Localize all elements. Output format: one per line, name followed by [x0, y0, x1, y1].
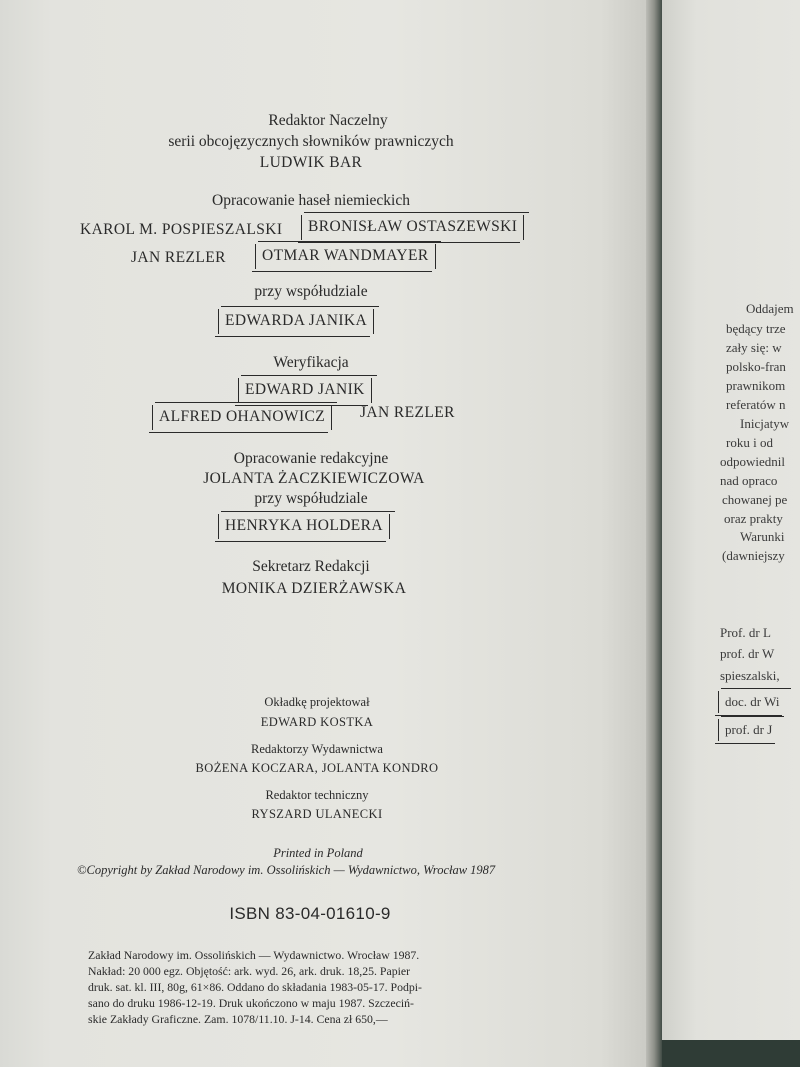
- verifier-1-boxed: EDWARD JANIK: [238, 378, 372, 403]
- copyright: ©Copyright by Zakład Narodowy im. Ossolińskich — Wydawnictwo, Wrocław 1987: [77, 863, 496, 877]
- right-line: Inicjatyw: [740, 416, 790, 431]
- isbn: ISBN 83-04-01610-9: [229, 904, 391, 923]
- participation-label-1: przy współudziale: [254, 283, 368, 300]
- participation-label-2: przy współudziale: [254, 490, 368, 507]
- right-line: spieszalski,: [720, 668, 780, 683]
- right-page: [662, 0, 800, 1067]
- secretary-label: Sekretarz Redakcji: [252, 558, 370, 575]
- german-author-3: JAN REZLER: [131, 249, 226, 266]
- right-boxed-line: doc. dr Wi: [718, 691, 785, 713]
- imprint-line-5: skie Zakłady Graficzne. Zam. 1078/11.10. J-14. Cena zł 650,—: [88, 1012, 388, 1026]
- right-line: Warunki: [740, 529, 785, 544]
- right-line: chowanej pe: [722, 492, 788, 507]
- publisher-editors-label: Redaktorzy Wydawnictwa: [251, 742, 383, 756]
- german-entries-label: Opracowanie haseł niemieckich: [212, 192, 410, 209]
- right-line: zały się: w: [726, 340, 782, 355]
- cover-name: EDWARD KOSTKA: [260, 715, 374, 729]
- right-line: prof. dr W: [720, 646, 775, 661]
- right-line: prawnikom: [726, 378, 786, 393]
- imprint-line-1: Zakład Narodowy im. Ossolińskich — Wydawnictwo. Wrocław 1987.: [88, 948, 420, 962]
- cover-label: Okładkę projektował: [264, 695, 370, 709]
- right-line: odpowiednil: [720, 454, 785, 469]
- participant-boxed: EDWARDA JANIKA: [218, 309, 374, 334]
- editorial-label: Opracowanie redakcyjne: [233, 450, 389, 467]
- right-line: nad opraco: [720, 473, 778, 488]
- verifier-2-boxed: ALFRED OHANOWICZ: [152, 405, 332, 430]
- right-line: Oddajem: [746, 301, 794, 316]
- right-line: będący trze: [726, 321, 786, 336]
- german-author-4-boxed: OTMAR WANDMAYER: [255, 244, 436, 269]
- imprint-line-3: druk. sat. kl. III, 80g, 61×86. Oddano do składania 1983-05-17. Podpi-: [88, 980, 422, 994]
- right-line: oraz prakty: [724, 511, 783, 526]
- editor-in-chief-name: LUDWIK BAR: [259, 154, 363, 171]
- verification-label: Weryfikacja: [273, 354, 349, 371]
- publisher-editors-names: BOŻENA KOCZARA, JOLANTA KONDRO: [195, 761, 439, 775]
- series-label: serii obcojęzycznych słowników prawniczych: [168, 133, 454, 150]
- printed-in: Printed in Poland: [273, 846, 363, 860]
- book-cover-edge: [662, 1040, 800, 1067]
- verifier-3: JAN REZLER: [360, 404, 455, 421]
- technical-editor-name: RYSZARD ULANECKI: [251, 807, 383, 821]
- technical-editor-label: Redaktor techniczny: [265, 788, 369, 802]
- german-author-2-boxed: BRONISŁAW OSTASZEWSKI: [301, 215, 524, 240]
- right-line: polsko-fran: [726, 359, 786, 374]
- german-author-1: KAROL M. POSPIESZALSKI: [80, 221, 283, 238]
- right-boxed-line: prof. dr J: [718, 719, 778, 741]
- imprint-line-2: Nakład: 20 000 egz. Objętość: ark. wyd. 26, ark. druk. 18,25. Papier: [88, 964, 411, 978]
- secretary-name: MONIKA DZIERŻAWSKA: [221, 580, 407, 597]
- right-line: Prof. dr L: [720, 625, 771, 640]
- right-line: roku i od: [726, 435, 773, 450]
- editorial-name: JOLANTA ŻACZKIEWICZOWA: [203, 470, 425, 487]
- editor-in-chief-label: Redaktor Naczelny: [268, 112, 388, 129]
- imprint-line-4: sano do druku 1986-12-19. Druk ukończono w maju 1987. Szczeciń-: [88, 996, 414, 1010]
- right-line: referatów n: [726, 397, 786, 412]
- editorial-participant-boxed: HENRYKA HOLDERA: [218, 514, 390, 539]
- right-line: (dawniejszy: [722, 548, 785, 563]
